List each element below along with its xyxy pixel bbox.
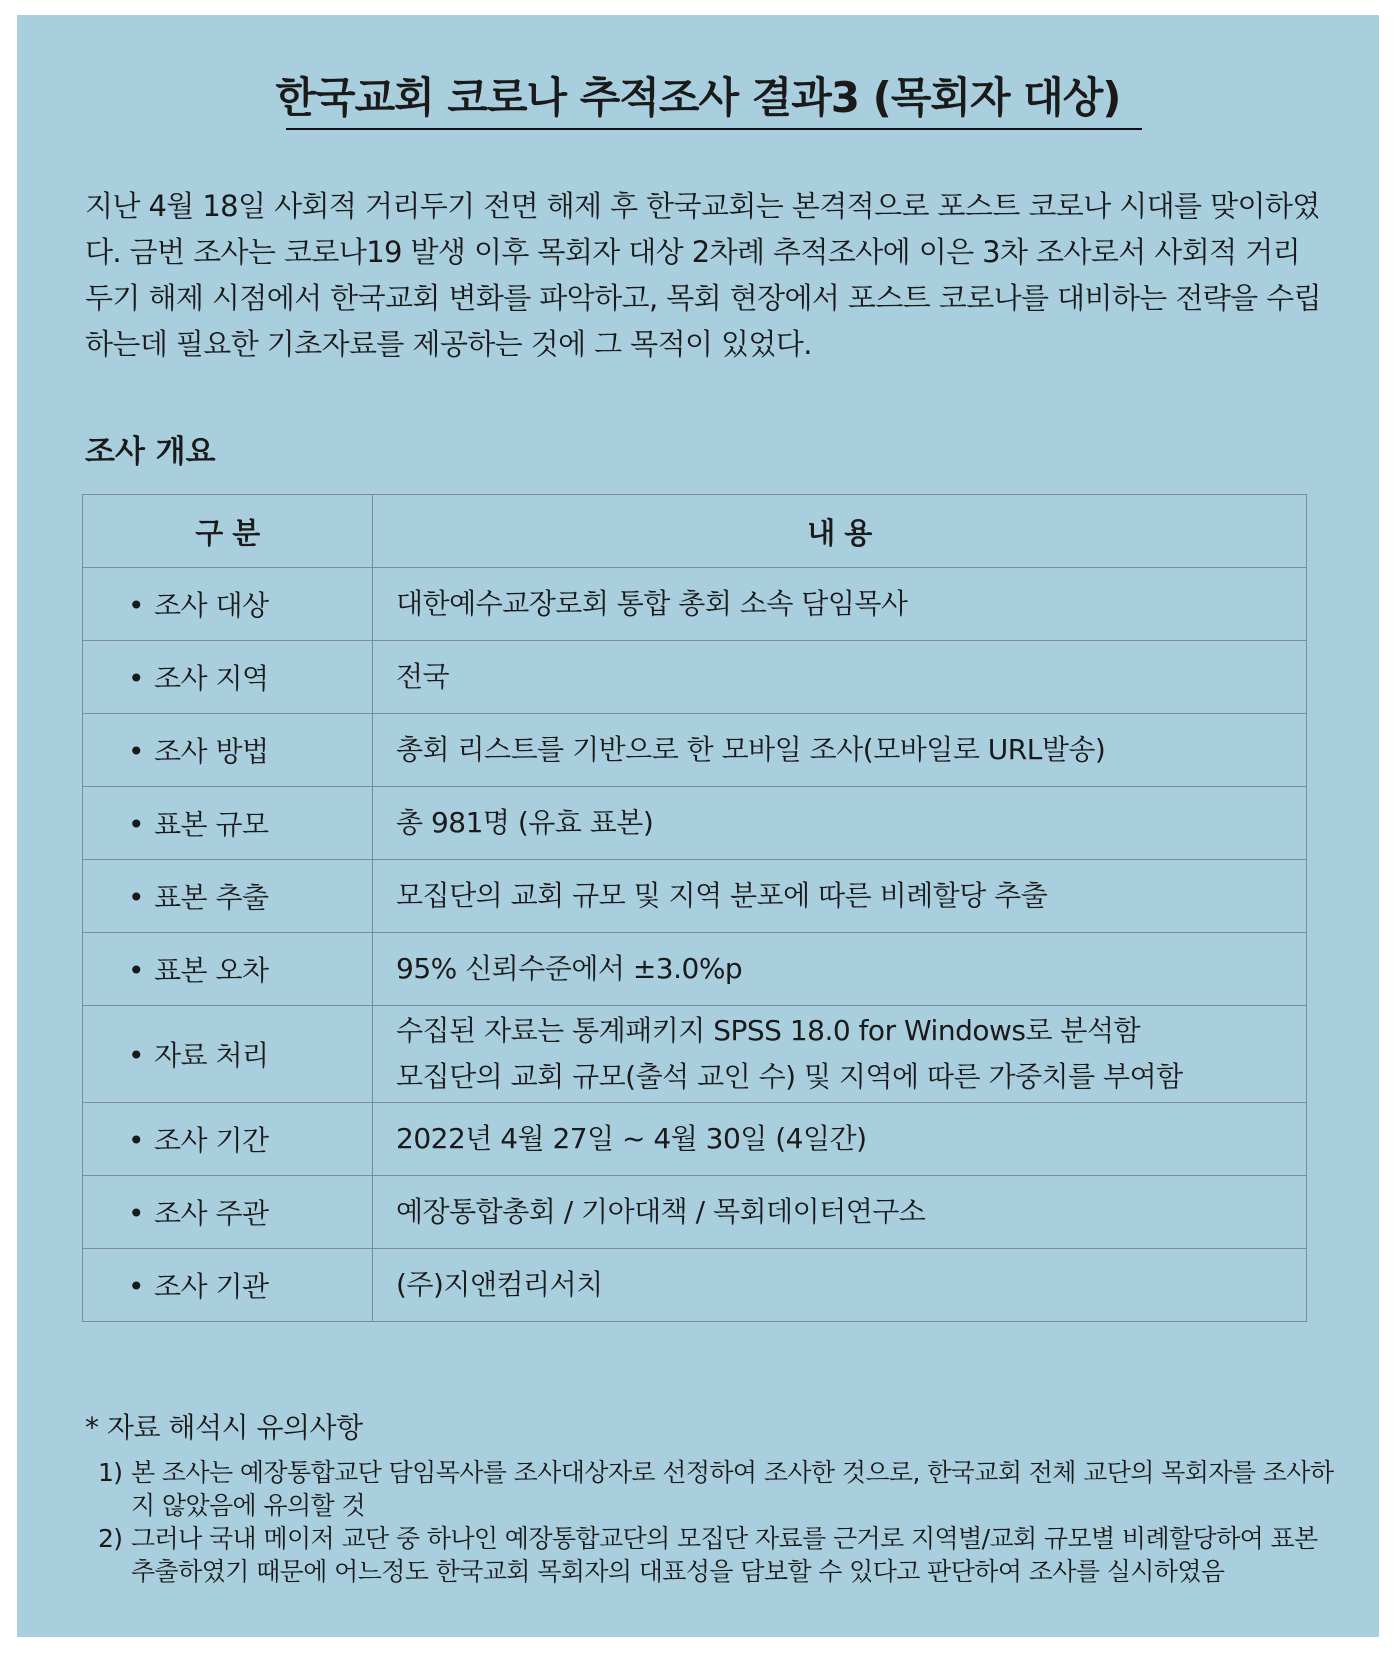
row-content-line: 총 981명 (유효 표본) [396,806,654,839]
row-content [373,641,1307,714]
row-content-line: 총회 리스트를 기반으로 한 모바일 조사(모바일로 URL발송) [396,733,1106,766]
row-content-line: (주)지앤컴리서치 [396,1268,603,1301]
bullet-icon: • [128,589,145,622]
row-label [83,568,373,641]
bullet-icon: • [128,1197,145,1230]
row-label [83,714,373,787]
intro-paragraph: 지난 4월 18일 사회적 거리두기 전면 해제 후 한국교회는 본격적으로 포스트 코로나 시대를 맞이하였다. 금번 조사는 코로나19 발생 이후 목회자 대상 2차례 추적조사에 이은 3차 조사로서 사회적 거리두기 해제 시점에서 한국교회 변화를 파악하고, 목회 현장에서 포스트 코로나를 대비하는 전략을 수립하는데 필요한 기초자료를 제공하는 것에 그 목적이 있었다. [85,189,1322,361]
row-label-text: 표본 추출 [154,881,269,914]
row-content-line: 2022년 4월 27일 ~ 4월 30일 (4일간) [396,1122,867,1155]
row-label-text: 조사 대상 [154,589,269,622]
row-label-text: 조사 기간 [154,1124,269,1157]
title-underline [286,128,1142,130]
bullet-icon: • [128,808,145,841]
survey-overview-table [82,494,1307,1322]
note-item [85,1522,1335,1588]
notes-title: * 자료 해석시 유의사항 [85,1411,363,1444]
infographic-panel [17,15,1379,1637]
note-number: 1) [98,1458,123,1487]
row-label [83,641,373,714]
bullet-icon: • [128,1039,145,1072]
row-content-line: 수집된 자료는 통계패키지 SPSS 18.0 for Windows로 분석함 [396,1014,1141,1047]
row-content [373,714,1307,787]
row-content [373,933,1307,1006]
table-row [83,933,1307,1006]
page-title: 한국교회 코로나 추적조사 결과3 (목회자 대상) [275,73,1121,122]
bullet-icon: • [128,662,145,695]
row-content [373,1249,1307,1322]
row-label-text: 조사 지역 [154,662,269,695]
note-number: 2) [98,1524,123,1553]
table-row [83,714,1307,787]
row-label [83,1249,373,1322]
row-label-text: 자료 처리 [154,1039,269,1072]
row-content-line: 모집단의 교회 규모(출석 교인 수) 및 지역에 따른 가중치를 부여함 [396,1060,1183,1093]
bullet-icon: • [128,954,145,987]
table-row [83,568,1307,641]
row-content-line: 95% 신뢰수준에서 ±3.0%p [396,952,743,985]
notes-section [85,1408,1335,1588]
row-content [373,1176,1307,1249]
section-title: 조사 개요 [85,434,216,470]
row-content [373,568,1307,641]
row-label [83,933,373,1006]
table-row [83,860,1307,933]
note-text: 본 조사는 예장통합교단 담임목사를 조사대상자로 선정하여 조사한 것으로, 한국교회 전체 교단의 목회자를 조사하지 않았음에 유의할 것 [131,1458,1334,1520]
row-label-text: 표본 오차 [154,954,269,987]
row-content-line: 대한예수교장로회 통합 총회 소속 담임목사 [396,587,908,620]
note-item [85,1456,1335,1522]
row-content [373,1006,1307,1103]
table-row [83,1103,1307,1176]
header-category: 구 분 [83,495,373,568]
bullet-icon: • [128,1124,145,1157]
row-label-text: 조사 방법 [154,735,269,768]
row-content [373,860,1307,933]
bullet-icon: • [128,1270,145,1303]
bullet-icon: • [128,881,145,914]
table-row [83,1006,1307,1103]
bullet-icon: • [128,735,145,768]
row-label-text: 조사 주관 [154,1197,269,1230]
table-header-row [83,495,1307,568]
row-label-text: 표본 규모 [154,808,269,841]
row-label [83,787,373,860]
row-label-text: 조사 기관 [154,1270,269,1303]
row-content-line: 예장통합총회 / 기아대책 / 목회데이터연구소 [396,1195,926,1228]
header-content: 내 용 [373,495,1307,568]
row-label [83,860,373,933]
table-row [83,1249,1307,1322]
row-label [83,1006,373,1103]
row-label [83,1103,373,1176]
table-row [83,1176,1307,1249]
note-text: 그러나 국내 메이저 교단 중 하나인 예장통합교단의 모집단 자료를 근거로 지역별/교회 규모별 비례할당하여 표본추출하였기 때문에 어느정도 한국교회 목회자의 대표성을 담보할 수 있다고 판단하여 조사를 실시하였음 [131,1524,1318,1586]
row-label [83,1176,373,1249]
row-content-line: 모집단의 교회 규모 및 지역 분포에 따른 비례할당 추출 [396,879,1048,912]
table-row [83,641,1307,714]
row-content-line: 전국 [396,660,450,693]
row-content [373,787,1307,860]
row-content [373,1103,1307,1176]
table-row [83,787,1307,860]
table-body [83,568,1307,1322]
